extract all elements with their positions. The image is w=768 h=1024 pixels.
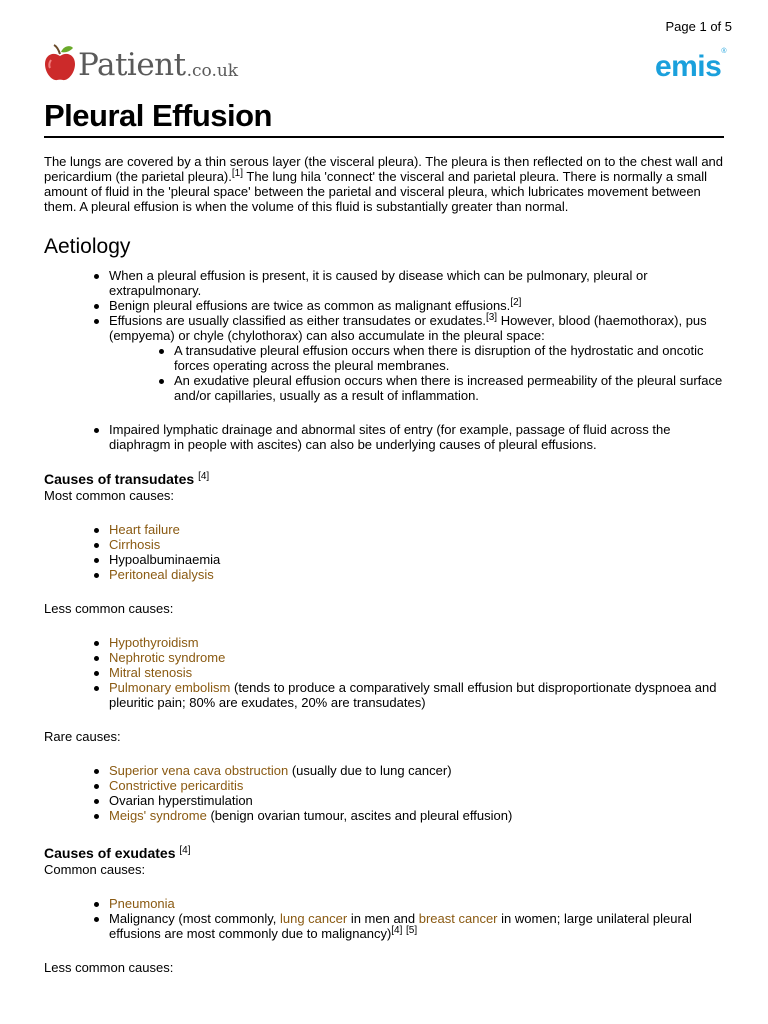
apple-logo-icon xyxy=(44,42,76,82)
aetiology-list-2 xyxy=(44,422,724,452)
list-item xyxy=(109,552,724,567)
reference-link[interactable]: [4] xyxy=(179,845,191,856)
peritoneal-dialysis-link[interactable]: Peritoneal dialysis xyxy=(109,567,214,582)
page-indicator: Page 1 of 5 xyxy=(665,19,732,34)
pulmonary-embolism-note: (tends to produce a comparatively small effusion but disproportionate dyspnoea and pleuritic pain; 80% are exudates, 20% are transudates) xyxy=(109,680,717,710)
lung-cancer-link[interactable]: lung cancer xyxy=(279,911,348,926)
article xyxy=(44,96,724,975)
heart-failure-link[interactable]: Heart failure xyxy=(109,522,180,537)
list-item xyxy=(109,793,724,808)
reference-link[interactable]: [4] xyxy=(391,925,403,936)
exudates-common-list xyxy=(44,896,724,941)
list-item xyxy=(109,778,724,793)
aetiology-list xyxy=(44,268,724,403)
transudates-less-common-list xyxy=(44,635,724,710)
list-item xyxy=(109,422,724,452)
emis-registered-mark: ® xyxy=(721,48,726,55)
exudates-heading xyxy=(44,845,724,862)
list-item xyxy=(109,313,724,403)
sublist-item-text: An exudative pleural effusion occurs when there is increased permeability of the pleural surface and/or capillaries, usually as a result of inflammation. xyxy=(174,373,723,403)
list-item xyxy=(109,567,724,582)
svc-obstruction-link[interactable]: Superior vena cava obstruction xyxy=(109,763,289,778)
most-common-label: Most common causes: xyxy=(44,488,175,503)
patient-logo-text: Patient xyxy=(78,47,186,83)
aetiology-item-text: However, blood (haemothorax), pus (empyema) or chyle (chylothorax) can also accumulate in the pleural space: xyxy=(109,313,707,343)
meigs-note: (benign ovarian tumour, ascites and pleural effusion) xyxy=(206,808,513,823)
mitral-stenosis-link[interactable]: Mitral stenosis xyxy=(109,665,193,680)
intro-paragraph xyxy=(44,154,724,214)
aetiology-item-text: Benign pleural effusions are twice as common as malignant effusions. xyxy=(109,298,511,313)
hypoalbuminaemia-text: Hypoalbuminaemia xyxy=(109,552,221,567)
list-item xyxy=(109,911,724,941)
malignancy-text: in men and xyxy=(347,911,419,926)
pneumonia-link[interactable]: Pneumonia xyxy=(109,896,175,911)
aetiology-item-text: Effusions are usually classified as either transudates or exudates. xyxy=(109,313,486,328)
list-item xyxy=(109,635,724,650)
aetiology-item-text: Impaired lymphatic drainage and abnormal sites of entry (for example, passage of fluid across the diaphragm in people with ascites) can also be underlying causes of pleural effusions. xyxy=(109,422,671,452)
list-item xyxy=(109,763,724,778)
aetiology-item-text: When a pleural effusion is present, it is caused by disease which can be pulmonary, pleural or extrapulmonary. xyxy=(109,268,648,298)
list-item xyxy=(109,522,724,537)
reference-link[interactable]: [3] xyxy=(485,312,498,323)
aetiology-sublist xyxy=(109,343,724,403)
less-common-label: Less common causes: xyxy=(44,601,174,616)
intro-text-2: The lung hila 'connect' the visceral and parietal pleura. There is normally a small amount of fluid in the 'pleural space' between the parietal and visceral pleura, which lubricates movement between them. A pleural effusion is when the volume of this fluid is substantially greater than normal. xyxy=(44,169,708,214)
transudates-rare-list xyxy=(44,763,724,823)
emis-logo[interactable] xyxy=(654,48,726,83)
list-item xyxy=(109,268,724,298)
patient-logo-suffix: .co.uk xyxy=(186,61,239,81)
list-item xyxy=(109,808,724,823)
reference-link[interactable]: [4] xyxy=(198,471,210,482)
list-item xyxy=(109,650,724,665)
exudates-heading-text: Causes of exudates xyxy=(44,845,176,861)
rare-label: Rare causes: xyxy=(44,729,121,744)
aetiology-heading: Aetiology xyxy=(44,235,131,258)
constrictive-pericarditis-link[interactable]: Constrictive pericarditis xyxy=(109,778,244,793)
cirrhosis-link[interactable]: Cirrhosis xyxy=(109,537,161,552)
sublist-item-text: A transudative pleural effusion occurs when there is disruption of the hydrostatic and oncotic forces operating across the pleural membranes. xyxy=(174,343,704,373)
nephrotic-syndrome-link[interactable]: Nephrotic syndrome xyxy=(109,650,226,665)
list-item xyxy=(109,896,724,911)
list-item xyxy=(109,665,724,680)
hypothyroidism-link[interactable]: Hypothyroidism xyxy=(109,635,199,650)
transudates-heading-text: Causes of transudates xyxy=(44,471,195,487)
intro-text-1: The lungs are covered by a thin serous layer (the visceral pleura). The pleura is then reflected on to the chest wall and pericardium (the parietal pleura). xyxy=(44,154,724,184)
ovarian-hyperstimulation-text: Ovarian hyperstimulation xyxy=(109,793,253,808)
title-divider xyxy=(44,136,724,138)
list-item xyxy=(174,373,724,403)
malignancy-text: Malignancy (most commonly, xyxy=(109,911,280,926)
list-item xyxy=(109,680,724,710)
reference-link[interactable]: [5] xyxy=(406,925,418,936)
pulmonary-embolism-link[interactable]: Pulmonary embolism xyxy=(109,680,231,695)
malignancy-text: in women; large unilateral pleural effusions are most commonly due to malignancy) xyxy=(109,911,692,941)
emis-logo-text: emis xyxy=(654,50,722,83)
transudates-heading xyxy=(44,471,724,488)
exudates-less-common-label: Less common causes: xyxy=(44,960,174,975)
reference-link[interactable]: [1] xyxy=(231,168,243,179)
breast-cancer-link[interactable]: breast cancer xyxy=(418,911,498,926)
list-item xyxy=(109,537,724,552)
transudates-most-common-list xyxy=(44,522,724,582)
list-item xyxy=(109,298,724,313)
reference-link[interactable]: [2] xyxy=(510,297,522,308)
svc-note: (usually due to lung cancer) xyxy=(288,763,452,778)
meigs-syndrome-link[interactable]: Meigs' syndrome xyxy=(109,808,207,823)
list-item xyxy=(174,343,724,373)
page-title: Pleural Effusion xyxy=(44,98,272,133)
patient-logo[interactable] xyxy=(44,42,238,82)
common-causes-label: Common causes: xyxy=(44,862,146,877)
